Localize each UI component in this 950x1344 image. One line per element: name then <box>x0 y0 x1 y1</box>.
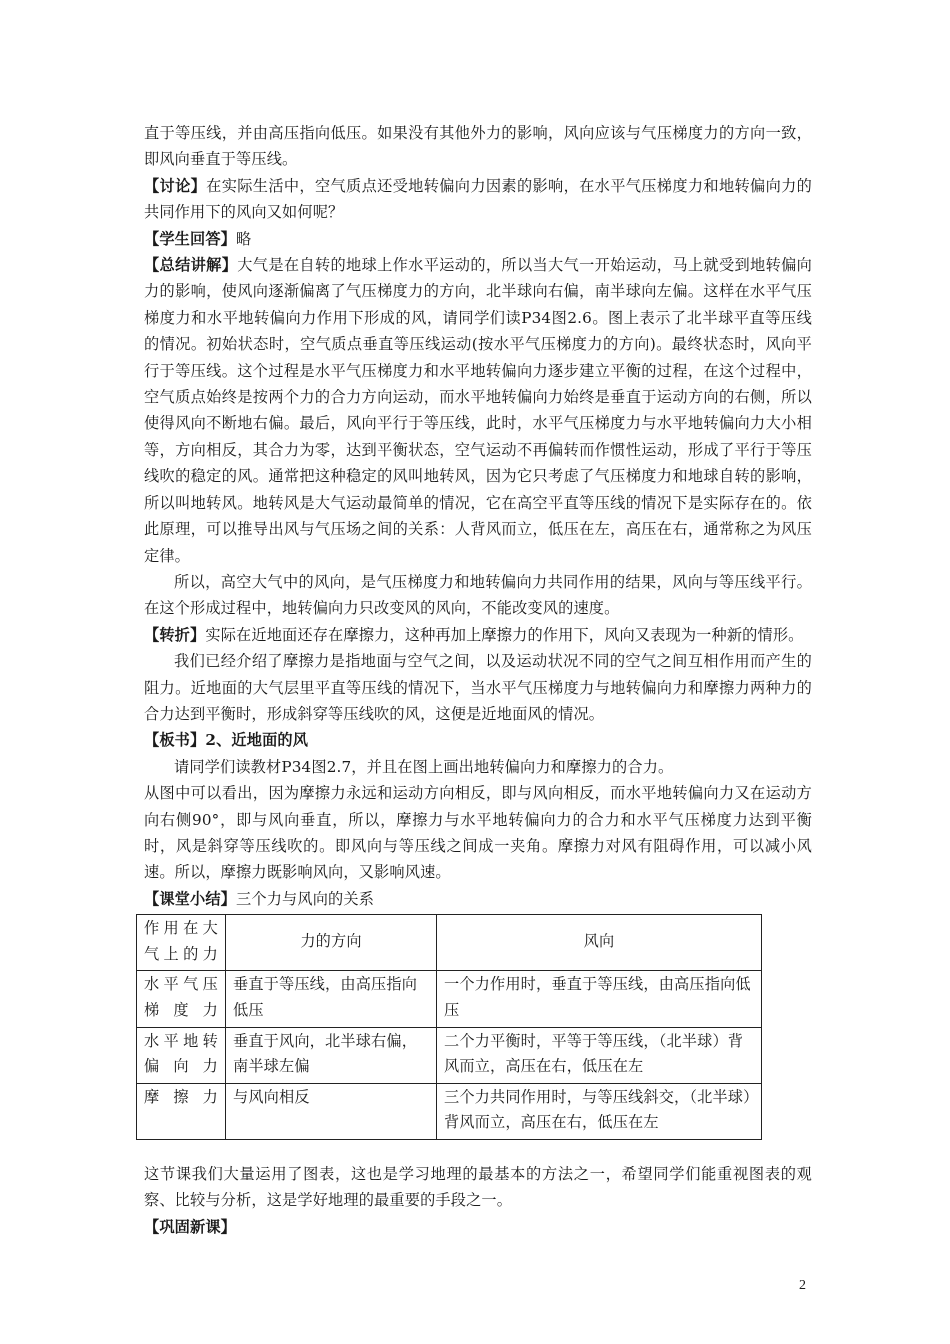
page-content <box>144 120 812 1240</box>
paragraph: 直于等压线，并由高压指向低压。如果没有其他外力的影响，风向应该与气压梯度力的方向一致，即风向垂直于等压线。 <box>144 124 812 169</box>
table-row <box>137 1027 762 1083</box>
paragraph: 请同学们读教材P34图2.7，并且在图上画出地转偏向力和摩擦力的合力。 <box>174 757 674 776</box>
table-header-cell: 风向 <box>437 915 762 971</box>
paragraph-transition <box>144 622 812 648</box>
paragraph: 从图中可以看出，因为摩擦力永远和运动方向相反，即与风向相反，而水平地转偏向力又在运动方向右侧90°，即与风向垂直，所以，摩擦力与水平地转偏向力的合力和水平气压梯度力达到平衡时，风是斜穿等压线吹的。即风向与等压线之间成一夹角。摩擦力对风有阻碍作用，可以减小风速。所以，摩擦力既影响风向，又影响风速。 <box>144 784 812 882</box>
paragraph: 所以，高空大气中的风向，是气压梯度力和地转偏向力共同作用的结果，风向与等压线平行。在这个形成过程中，地转偏向力只改变风的风向，不能改变风的速度。 <box>144 572 812 618</box>
table-cell-force: 水平气压梯度力 <box>137 971 226 1027</box>
paragraph: 我们已经介绍了摩擦力是指地面与空气之间，以及运动状况不同的空气之间互相作用而产生的阻力。近地面的大气层里平直等压线的情况下，当水平气压梯度力与地转偏向力和摩擦力两种力的合力达到平衡时，形成斜穿等压线吹的风，这便是近地面风的情况。 <box>144 652 812 723</box>
tag-class-summary: 【课堂小结】 <box>144 889 237 908</box>
paragraph: 这节课我们大量运用了图表，这也是学习地理的最基本的方法之一，希望同学们能重视图表的观察、比较与分析，这是学好地理的最重要的手段之一。 <box>144 1164 812 1210</box>
table-header-cell: 力的方向 <box>226 915 437 971</box>
table-cell-wind: 一个力作用时，垂直于等压线，由高压指向低压 <box>437 971 762 1027</box>
page-number: 2 <box>799 1278 806 1293</box>
table-row <box>137 971 762 1027</box>
forces-table <box>136 914 762 1140</box>
paragraph-text: 在实际生活中，空气质点还受地转偏向力因素的影响，在水平气压梯度力和地转偏向力的共同作用下的风向又如何呢？ <box>144 176 812 222</box>
spacer <box>144 1140 812 1161</box>
table-cell-wind: 三个力共同作用时，与等压线斜交，（北半球）背风而立，高压在右，低压在左 <box>437 1083 762 1139</box>
heading-board-writing: 【板书】2、近地面的风 <box>144 731 309 750</box>
table-cell-wind: 二个力平衡时，平等于等压线，（北半球）背风而立，高压在右，低压在左 <box>437 1027 762 1083</box>
paragraph-text: 大气是在自转的地球上作水平运动的，所以当大气一开始运动，马上就受到地转偏向力的影响，使风向逐渐偏离了气压梯度力的方向，北半球向右偏，南半球向左偏。这样在水平气压梯度力和水平地转偏向力作用下形成的风，请同学们读P34图2.6。图上表示了北半球平直等压线的情况。初始状态时，空气质点垂直等压线运动(按水平气压梯度力的方向)。最终状态时，风向平行于等压线。这个过程是水平气压梯度力和水平地转偏向力逐步建立平衡的过程，在这个过程中，空气质点始终是按两个力的合力方向运动，而水平地转偏向力始终是垂直于运动方向的右侧，所以使得风向不断地右偏。最后，风向平行于等压线，此时，水平气压梯度力与水平地转偏向力大小相等，方向相反，其合力为零，达到平衡状态，空气运动不再偏转而作惯性运动，形成了平行于等压线吹的稳定的风。通常把这种稳定的风叫地转风，因为它只考虑了气压梯度力和地球自转的影响，所以叫地转风。地转风是大气运动最简单的情况，它在高空平直等压线的情况下是实际存在的。依此原理，可以推导出风与气压场之间的关系：人背风而立，低压在左，高压在右，通常称之为风压定律。 <box>144 256 812 565</box>
paragraph-text: 略 <box>236 229 252 248</box>
tag-transition: 【转折】 <box>144 625 206 644</box>
table-cell-force: 水平地转偏向力 <box>137 1027 226 1083</box>
tag-summary-lecture: 【总结讲解】 <box>144 256 238 275</box>
table-header-cell: 作用在大气上的力 <box>137 915 226 971</box>
paragraph-student-answer <box>144 226 812 252</box>
table-header-row <box>137 915 762 971</box>
paragraph-class-summary <box>144 886 812 912</box>
heading-consolidate: 【巩固新课】 <box>144 1217 237 1236</box>
tag-student-answer: 【学生回答】 <box>144 229 237 248</box>
table-row <box>137 1083 762 1139</box>
tag-discussion: 【讨论】 <box>144 176 207 195</box>
paragraph-text: 实际在近地面还存在摩擦力，这种再加上摩擦力的作用下，风向又表现为一种新的情形。 <box>205 625 804 644</box>
table-cell-direction: 与风向相反 <box>226 1083 437 1139</box>
table-cell-direction: 垂直于风向，北半球右偏，南半球左偏 <box>226 1027 437 1083</box>
paragraph-discussion <box>144 173 812 226</box>
table-cell-direction: 垂直于等压线，由高压指向低压 <box>226 971 437 1027</box>
table-cell-force: 摩擦力 <box>137 1083 226 1139</box>
paragraph-summary-lecture <box>144 252 812 569</box>
paragraph-text: 三个力与风向的关系 <box>236 889 375 908</box>
